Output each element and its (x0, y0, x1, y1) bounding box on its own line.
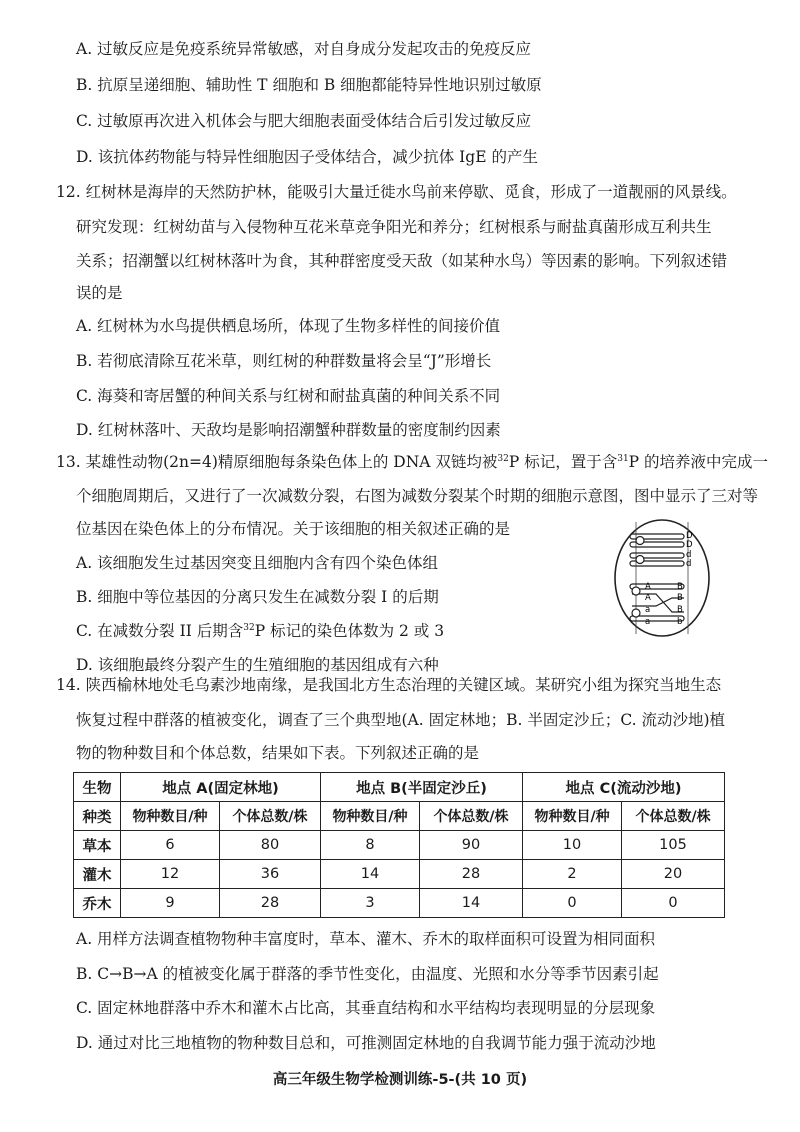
table-row (74, 860, 725, 889)
subheader-species-count: 物种数目/种 (523, 802, 622, 831)
q13-stem-line-1-part-2: P 标记，置于含 (508, 453, 618, 471)
table-cell: 3 (321, 889, 420, 918)
table-cell: 9 (121, 889, 220, 918)
table-cell: 80 (220, 831, 321, 860)
table-cell: 28 (220, 889, 321, 918)
gene-label: B (677, 582, 683, 592)
q11-option-b: B. 抗原呈递细胞、辅助性 T 细胞和 B 细胞都能特异性地识别过敏原 (76, 76, 542, 94)
centromere (636, 537, 644, 545)
row-label-tree: 乔木 (74, 889, 121, 918)
isotope-32-superscript: 32 (497, 454, 509, 464)
gene-label: d (686, 550, 692, 560)
q14-option-d: D. 通过对比三地植物的物种数目总和，可推测固定林地的自我调节能力强于流动沙地 (76, 1034, 656, 1052)
q12-stem-line-2: 研究发现：红树幼苗与入侵物种互花米草竞争阳光和养分；红树根系与耐盐真菌形成互利共生 (76, 218, 712, 236)
lower-chromosome-pair (630, 582, 684, 627)
table-cell: 90 (420, 831, 523, 860)
table-cell: 0 (622, 889, 725, 918)
q13-stem-line-1 (56, 451, 768, 473)
q13-stem-line-2: 个细胞周期后，又进行了一次减数分裂，右图为减数分裂某个时期的细胞示意图，图中显示了三对等 (76, 487, 759, 505)
q13-option-d: D. 该细胞最终分裂产生的生殖细胞的基因组成有六种 (76, 656, 439, 674)
q12-stem-line-1: 12. 红树林是海岸的天然防护林，能吸引大量迁徙水鸟前来停歇、觅食，形成了一道靓丽的风景线。 (56, 183, 737, 201)
table-cell: 14 (420, 889, 523, 918)
q14-stem-line-3: 物的物种数目和个体总数，结果如下表。下列叙述正确的是 (76, 744, 480, 762)
table-cell: 12 (121, 860, 220, 889)
q13-stem-line-3: 位基因在染色体上的分布情况。关于该细胞的相关叙述正确的是 (76, 520, 511, 538)
table-cell: 2 (523, 860, 622, 889)
gene-label: B (677, 605, 683, 615)
centromere (636, 556, 644, 564)
corner-header-bottom: 种类 (74, 802, 121, 831)
page-footer: 高三年级生物学检测训练-5-(共 10 页) (272, 1072, 528, 1088)
table-cell: 28 (420, 860, 523, 889)
q12-option-a: A. 红树林为水鸟提供栖息场所，体现了生物多样性的间接价值 (76, 317, 501, 335)
gene-label: D (686, 531, 693, 541)
q11-option-d: D. 该抗体药物能与特异性细胞因子受体结合，减少抗体 IgE 的产生 (76, 148, 538, 166)
table-cell: 36 (220, 860, 321, 889)
site-a-header: 地点 A(固定林地) (121, 773, 321, 802)
q14-option-b: B. C→B→A 的植被变化属于群落的季节性变化，由温度、光照和水分等季节因素引起 (76, 965, 659, 983)
q12-option-b: B. 若彻底清除互花米草，则红树的种群数量将会呈“J”形增长 (76, 352, 492, 370)
table-cell: 0 (523, 889, 622, 918)
meiosis-cell-diagram (612, 516, 712, 640)
q13-option-b: B. 细胞中等位基因的分离只发生在减数分裂 I 的后期 (76, 588, 439, 606)
q14-stem-line-2: 恢复过程中群落的植被变化，调查了三个典型地(A. 固定林地；B. 半固定沙丘；C. 流动沙地)植 (76, 711, 726, 729)
table-header-row (74, 773, 725, 802)
table-cell: 14 (321, 860, 420, 889)
gene-label: B (677, 593, 683, 603)
gene-label: D (686, 540, 693, 550)
q13-option-c-part-1: C. 在减数分裂 II 后期含 (76, 622, 244, 640)
q13-stem-line-1-part-3: P 的培养液中完成一 (628, 453, 769, 471)
row-label-herb: 草本 (74, 831, 121, 860)
isotope-31-superscript: 31 (617, 454, 629, 464)
table-cell: 10 (523, 831, 622, 860)
q11-option-a: A. 过敏反应是免疫系统异常敏感，对自身成分发起攻击的免疫反应 (76, 40, 532, 58)
gene-label: a (645, 617, 651, 627)
subheader-individual-total: 个体总数/株 (420, 802, 523, 831)
vegetation-survey-table (73, 772, 725, 918)
q11-option-c: C. 过敏原再次进入机体会与肥大细胞表面受体结合后引发过敏反应 (76, 112, 532, 130)
centromere (632, 587, 640, 595)
q13-stem-line-1-part-1: 13. 某雄性动物(2n=4)精原细胞每条染色体上的 DNA 双链均被 (56, 453, 498, 471)
q13-option-c-part-2: P 标记的染色体数为 2 或 3 (254, 622, 445, 640)
q14-option-c: C. 固定林地群落中乔木和灌木占比高，其垂直结构和水平结构均表现明显的分层现象 (76, 999, 656, 1017)
table-cell: 8 (321, 831, 420, 860)
cell-membrane (615, 520, 709, 636)
upper-chromosome-pair (630, 531, 693, 569)
gene-label: d (686, 559, 692, 569)
table-row (74, 831, 725, 860)
table-row (74, 889, 725, 918)
q13-option-c (76, 620, 444, 642)
subheader-species-count: 物种数目/种 (121, 802, 220, 831)
q14-stem-line-1: 14. 陕西榆林地处毛乌素沙地南缘，是我国北方生态治理的关键区域。某研究小组为探究当地生态 (56, 676, 722, 694)
table-cell: 20 (622, 860, 725, 889)
table-cell: 105 (622, 831, 725, 860)
row-label-shrub: 灌木 (74, 860, 121, 889)
q12-option-d: D. 红树林落叶、天敌均是影响招潮蟹种群数量的密度制约因素 (76, 421, 501, 439)
q14-option-a: A. 用样方法调查植物物种丰富度时，草本、灌木、乔木的取样面积可设置为相同面积 (76, 930, 656, 948)
gene-label: A (645, 582, 651, 592)
isotope-32-superscript: 32 (243, 623, 255, 633)
table-cell: 6 (121, 831, 220, 860)
subheader-individual-total: 个体总数/株 (622, 802, 725, 831)
gene-label: A (645, 593, 651, 603)
q13-option-a: A. 该细胞发生过基因突变且细胞内含有四个染色体组 (76, 554, 439, 572)
centromere (632, 609, 640, 617)
q12-option-c: C. 海葵和寄居蟹的种间关系与红树和耐盐真菌的种间关系不同 (76, 387, 501, 405)
q12-stem-line-3: 关系；招潮蟹以红树林落叶为食，其种群密度受天敌（如某种水鸟）等因素的影响。下列叙述错 (76, 252, 728, 270)
subheader-individual-total: 个体总数/株 (220, 802, 321, 831)
corner-header-top: 生物 (74, 773, 121, 802)
table-subheader-row (74, 802, 725, 831)
subheader-species-count: 物种数目/种 (321, 802, 420, 831)
gene-label: a (645, 605, 651, 615)
gene-label: b (677, 617, 683, 627)
q12-stem-line-4: 误的是 (76, 284, 123, 302)
site-b-header: 地点 B(半固定沙丘) (321, 773, 523, 802)
site-c-header: 地点 C(流动沙地) (523, 773, 725, 802)
